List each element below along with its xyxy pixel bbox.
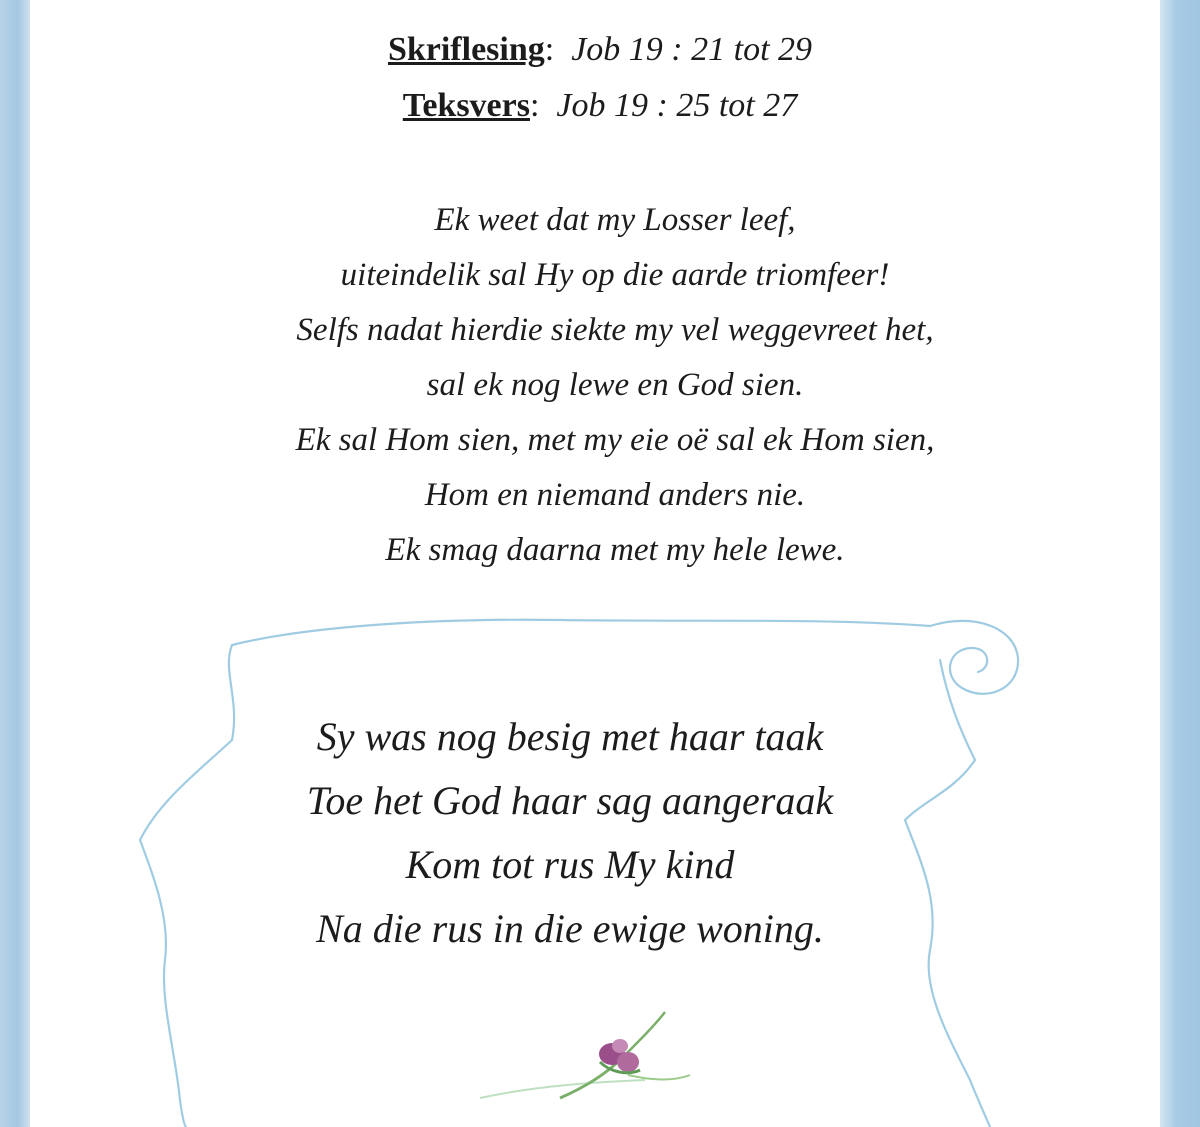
poem-line: Kom tot rus My kind: [405, 842, 735, 887]
poem-line: Sy was nog besig met haar taak: [316, 714, 824, 759]
colon: :: [544, 31, 572, 68]
verse-line: uiteindelik sal Hy op die aarde triomfeer!: [340, 257, 890, 293]
verse-line: Hom en niemand anders nie.: [424, 477, 806, 513]
text-verse-reference: Job 19 : 25 tot 27: [556, 87, 798, 124]
poem-line: Toe het God haar sag aangeraak: [306, 778, 834, 823]
verse-line: Ek sal Hom sien, met my eie oë sal ek Hom sien,: [295, 422, 935, 458]
tulip-flower-icon: [480, 1012, 690, 1098]
text-verse-heading: [0, 86, 1200, 126]
verse-line: sal ek nog lewe en God sien.: [426, 367, 804, 403]
verse-line: Ek weet dat my Losser leef,: [434, 202, 796, 238]
text-verse-label: Teksvers: [402, 87, 530, 124]
verse-line: Selfs nadat hierdie siekte my vel weggevreet het,: [296, 312, 934, 348]
poem-block: [0, 705, 1140, 961]
verse-line: Ek smag daarna met my hele lewe.: [385, 532, 845, 568]
scripture-reading-label: Skriflesing: [387, 31, 545, 68]
poem-line: Na die rus in die ewige woning.: [316, 906, 824, 951]
scripture-reading-heading: [0, 30, 1200, 70]
scripture-reading-reference: Job 19 : 21 tot 29: [571, 31, 813, 68]
colon: :: [529, 87, 557, 124]
verse-block: [0, 193, 1200, 578]
